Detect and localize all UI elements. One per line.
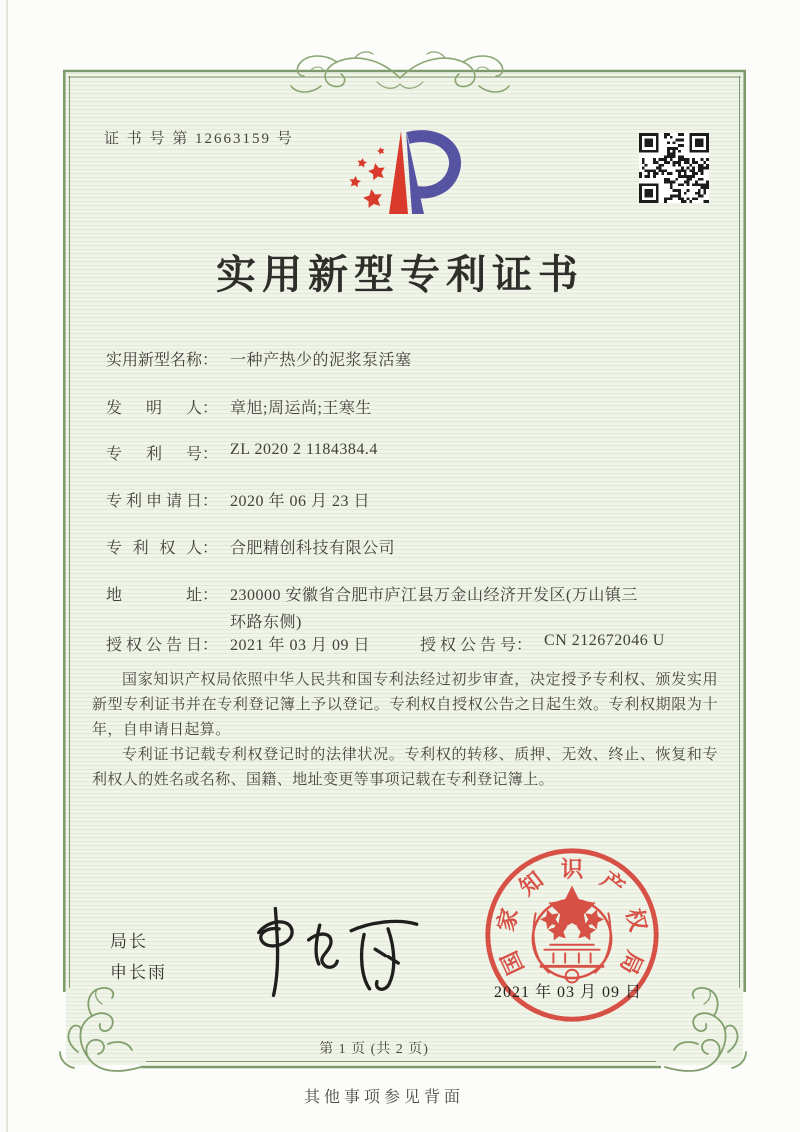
legal-paragraph-2: 专利证书记载专利权登记时的法律状况。专利权的转移、质押、无效、终止、恢复和专利权人的姓名或名称、国籍、地址变更等事项记载在专利登记簿上。 [92, 747, 718, 788]
field-label: 发明人 [106, 400, 202, 417]
field-patentee [106, 535, 395, 558]
seal-char: 知 [514, 866, 548, 901]
seal-char: 局 [615, 947, 648, 979]
field-label: 专利号 [106, 446, 202, 463]
qr-code-icon [639, 133, 709, 203]
field-utility-model-name [106, 347, 412, 370]
field-value: 230000 安徽省合肥市庐江县万金山经济开发区(万山镇三环路东侧) [230, 587, 638, 631]
paper-edge [6, 0, 8, 1132]
field-label: 专利权人 [106, 540, 202, 557]
seal-char: 国 [496, 947, 529, 979]
seal-char: 产 [596, 866, 630, 901]
field-colon: ： [202, 540, 219, 557]
seal-char: 权 [621, 906, 651, 934]
field-label: 专利申请日 [106, 493, 202, 510]
signer-block [110, 926, 167, 988]
field-value: CN 212672046 U [544, 632, 665, 649]
seal-char: 识 [560, 857, 584, 883]
logo-p-mark [389, 131, 455, 214]
field-colon: ： [202, 352, 219, 369]
field-value: ZL 2020 2 1184384.4 [230, 441, 378, 458]
qr-finder-top-right [689, 133, 709, 153]
seal-date: 2021 年 03 月 09 日 [494, 984, 643, 1001]
field-label: 授权公告号 [420, 637, 516, 654]
field-colon: ： [516, 637, 533, 654]
qr-finder-bottom-left [639, 183, 659, 203]
field-label: 地址 [106, 587, 202, 604]
director-signature [237, 903, 432, 1000]
field-filing-date [106, 488, 370, 511]
logo-stars [349, 146, 387, 208]
field-inventors [106, 395, 372, 418]
field-colon: ： [202, 637, 219, 654]
field-address [106, 582, 650, 636]
certificate-title: 实用新型专利证书 [216, 252, 584, 297]
back-side-note: 其他事项参见背面 [303, 1089, 464, 1106]
field-colon: ： [202, 446, 219, 463]
field-value: 合肥精创科技有限公司 [230, 540, 396, 557]
legal-paragraph-1: 国家知识产权局依照中华人民共和国专利法经过初步审查，决定授予专利权、颁发实用新型专利证书并在专利登记簿上予以登记。专利权自授权公告之日起生效。专利权期限为十年，自申请日起算。 [92, 672, 718, 738]
field-value: 一种产热少的泥浆泵活塞 [230, 352, 412, 369]
field-colon: ： [202, 493, 219, 510]
signer-title: 局长 [110, 932, 148, 951]
field-value: 2020 年 06 月 23 日 [230, 493, 371, 510]
field-grant-row [106, 632, 665, 655]
field-colon: ： [202, 400, 219, 417]
field-patent-number [106, 441, 378, 464]
page-indicator: 第 1 页 (共 2 页) [319, 1042, 429, 1057]
qr-finder-top-left [639, 133, 659, 153]
field-label: 授权公告日 [106, 637, 202, 654]
field-value: 2021 年 03 月 09 日 [230, 637, 371, 654]
cnipa-logo-icon [344, 128, 462, 220]
field-grant-publication-number [420, 632, 665, 655]
seal-char: 家 [493, 906, 523, 934]
legal-text [92, 668, 718, 793]
field-label: 实用新型名称 [106, 352, 203, 369]
signer-name: 申长雨 [110, 963, 167, 982]
field-colon: ： [202, 587, 219, 604]
field-value: 章旭;周运尚;王寒生 [230, 400, 372, 417]
certificate-number: 证 书 号 第 12663159 号 [104, 131, 294, 147]
